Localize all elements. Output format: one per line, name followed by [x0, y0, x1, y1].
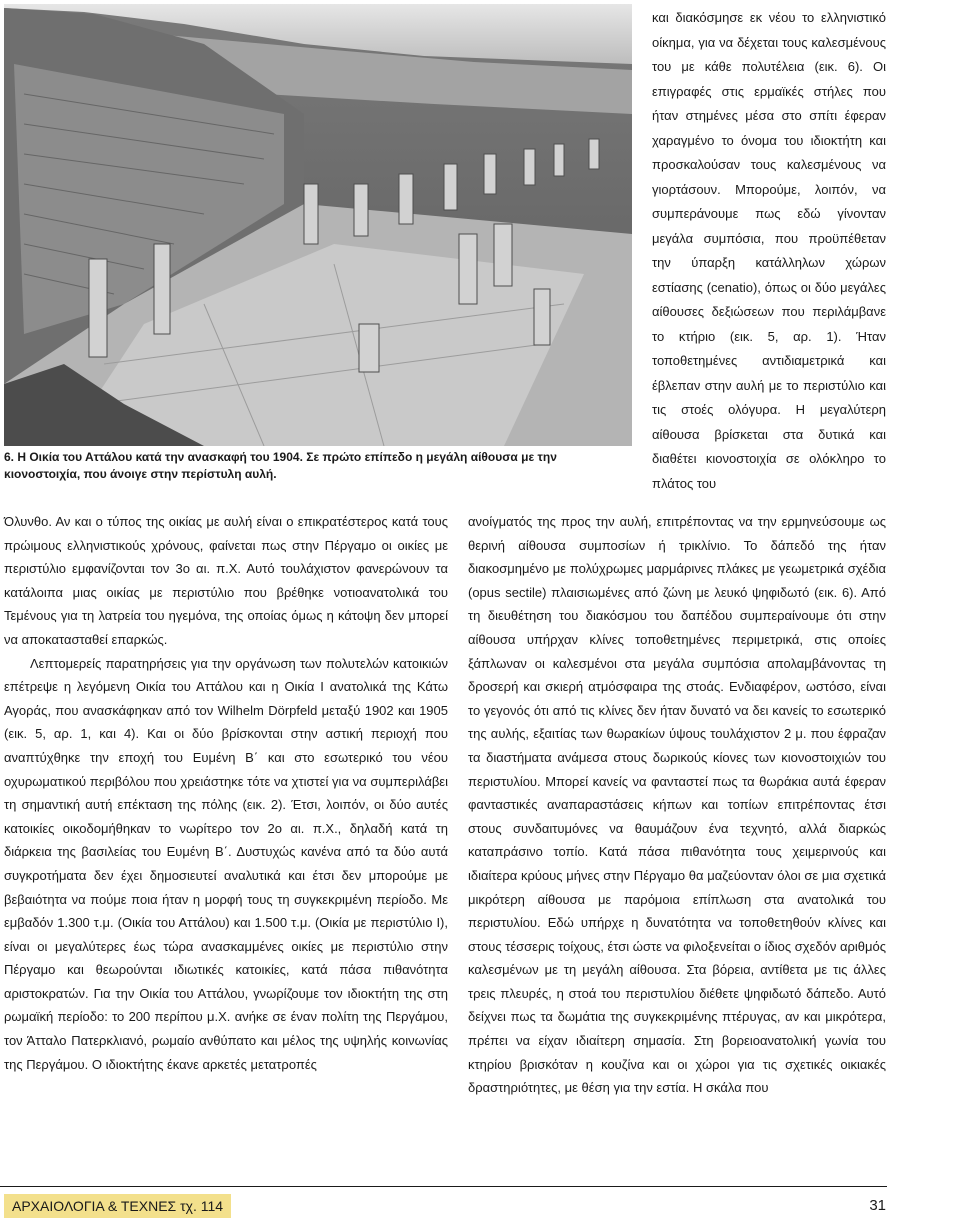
paragraph: ανοίγματός της προς την αυλή, επιτρέποντας να την ερμηνεύσουμε ως θερινή αίθουσα συμποσίων ή τρικλίνιο. Το δάπεδό της ήταν διακοσμημένο με πολύχρωμες μαρμάρινες πλάκες με γεωμετρικά σχέδια (opus sectile) πλαισιωμένες από ζώνη με λευκό ψηφιδωτό (εικ. 6). Από τη διευθέτηση του διακόσμου του δαπέδου συμπεραίνουμε ότι στην αίθουσα υπήρχαν κλίνες τοποθετημένες περιμετρικά, στις οποίες ξάπλωναν οι καλεσμένοι στα μεγάλα συμπόσια απολαμβάνοντας τη δροσερή και σκιερή ατμόσφαιρα της στοάς. Ενδιαφέρον, ωστόσο, είναι το γεγονός ότι από τις κλίνες δεν ήταν δυνατό να δει κανείς το εσωτερικό της αυλής, εξαιτίας των θωρακίων ύψους τουλάχιστον 2 μ. που έφραζαν τα διαστήματα ανάμεσα στους δωρικούς κίονες των κιονοστοιχιών του περιστυλίου. Μπορεί κανείς να φανταστεί πως τα θωράκια αυτά έφεραν φανταστικές αναπαραστάσεις κήπων και τοπίων επιτρέποντας έτσι στους συνδαιτυμόνες να θαυμάζουν ένα τεχνητό, αλλά διαρκώς καταπράσινο τοπίο. Κατά πάσα πιθανότητα τους χειμερινούς και ιδιαίτερα κρύους μήνες στην Πέργαμο θα μαζεύονταν όλοι σε μια σχετικά μικρότερη αίθουσα με παρόμοια επίπλωση στα ανατολικά του περιστυλίου. Εδώ υπήρχε η δυνατότητα να τοποθετηθούν κλίνες και στους τέσσερις τοίχους, έτσι ώστε να φιλοξενείται ο ίδιος σχεδόν αριθμός καλεσμένων με τη μεγάλη αίθουσα. Στα βόρεια, αντίθετα με τις άλλες τρεις πλευρές, η στοά του περιστυλίου διέθετε ψηφιδωτό δάπεδο. Αυτό δείχνει πως τα δωμάτια της συγκεκριμένης πτέρυγας, αν και μικρότερα, πρέπει να είχαν ιδιαίτερη σημασία. Στη βορειοανατολική γωνία του κτηρίου βρισκόταν η κουζίνα και οι χώροι για τις σχετικές οικιακές δραστηριότητες, με θέση για την εστία. Η σκάλα που: [468, 514, 886, 1096]
excavation-photo: [4, 4, 632, 446]
photo-illustration: [4, 4, 632, 446]
paragraph: Όλυνθο. Αν και ο τύπος της οικίας με αυλή είναι ο επικρατέστερος κατά τους πρώιμους ελληνιστικούς χρόνους, φαίνεται πως στην Πέργαμο οι οικίες με περιστύλιο εμφανίζονται τον 3ο αι. π.Χ. Αυτό τουλάχιστον φανερώνουν τα κατάλοιπα μιας οικίας με περιστύλιο που βρέθηκε νοτιοανατολικά του Τεμένους για τη λατρεία του ηγεμόνα, της οποίας όμως η κάτοψη δεν μπορεί να αποκατασταθεί επαρκώς.: [4, 514, 448, 647]
footer-rule: [0, 1186, 887, 1187]
left-column: [4, 510, 448, 1076]
right-column: [468, 510, 886, 1100]
right-column-top: [652, 6, 886, 496]
paragraph: και διακόσμησε εκ νέου το ελληνιστικό οίκημα, για να δέχεται τους καλεσμένους του με κάθε πολυτέλεια (εικ. 6). Οι επιγραφές στις ερμαϊκές στήλες που ήταν στημένες μέσα στο σπίτι έφεραν χαραγμένο το όνομα του ιδιοκτήτη και προσκαλούσαν τους καλεσμένους να γιορτάσουν. Μπορούμε, λοιπόν, να συμπεράνουμε πως εδώ γίνονταν μεγάλα συμπόσια, που προϋπέθεταν την ύπαρξη κατάλληλων χώρων εστίασης (cenatio), όπως οι δύο μεγάλες αίθουσες δεξιώσεων που περιλάμβανε το κτήριο (εικ. 5, αρ. 1). Ήταν τοποθετημένες αντιδιαμετρικά και έβλεπαν στην αυλή με το περιστύλιο και τις στοές ολόγυρα. Η μεγαλύτερη αίθουσα βρίσκεται στα δυτικά και διαθέτει κιονοστοιχία σε ολόκληρο το πλάτος του: [652, 10, 886, 491]
figure-caption: 6. Η Οικία του Αττάλου κατά την ανασκαφή του 1904. Σε πρώτο επίπεδο η μεγάλη αίθουσα με την κιονοστοιχία, που άνοιγε στην περίστυλη αυλή.: [4, 450, 557, 481]
journal-badge: ΑΡΧΑΙΟΛΟΓΙΑ & ΤΕΧΝΕΣ τχ. 114: [4, 1194, 231, 1218]
paragraph: Λεπτομερείς παρατηρήσεις για την οργάνωση των πολυτελών κατοικιών επέτρεψε η λεγόμενη Οικία του Αττάλου και η Οικία Ι ανατολικά της Κάτω Αγοράς, που ανασκάφηκαν από τον Wilhelm Dörpfeld μεταξύ 1902 και 1905 (εικ. 5, αρ. 1, και 4). Και οι δύο βρίσκονται στην αστική περιοχή που αναπτύχθηκε την εποχή του Ευμένη Β΄ και στο εσωτερικό του νέου οχυρωματικού περιβόλου που χρειάστηκε τότε να χτιστεί για να συμπεριλάβει τη σημαντική αυτή επέκταση της πόλης (εικ. 2). Έτσι, λοιπόν, οι δύο αυτές κατοικίες οικοδομήθηκαν το νωρίτερο τον 2ο αι. π.Χ., δηλαδή κατά τη διάρκεια της βασιλείας του Ευμένη Β΄. Δυστυχώς κανένα από τα δύο αυτά συγκροτήματα δεν έχει δημοσιευτεί αναλυτικά και έτσι δεν μπορούμε με βεβαιότητα να πούμε ποια ήταν η μορφή τους τη συγκεκριμένη περίοδο. Με εμβαδόν 1.300 τ.μ. (Οικία του Αττάλου) και 1.500 τ.μ. (Οικία με περιστύλιο Ι), είναι οι μεγαλύτερες έως τώρα ανασκαμμένες οικίες με περιστύλιο στην Πέργαμο και θεωρούνται ιδιωτικές κατοικίες, κατά πάσα πιθανότητα αριστοκρατών. Για την Οικία του Αττάλου, γνωρίζουμε τον ιδιοκτήτη της στη ρωμαϊκή περίοδο: το 200 περίπου μ.Χ. ανήκε σε έναν πολίτη της Περγάμου, τον Άτταλο Πατερκλιανό, ρωμαίο ανθύπατο και μέλος της υψηλής κοινωνίας της Περγάμου. Ο ιδιοκτήτης έκανε αρκετές μετατροπές: [4, 655, 448, 1072]
page-number: 31: [869, 1197, 886, 1214]
